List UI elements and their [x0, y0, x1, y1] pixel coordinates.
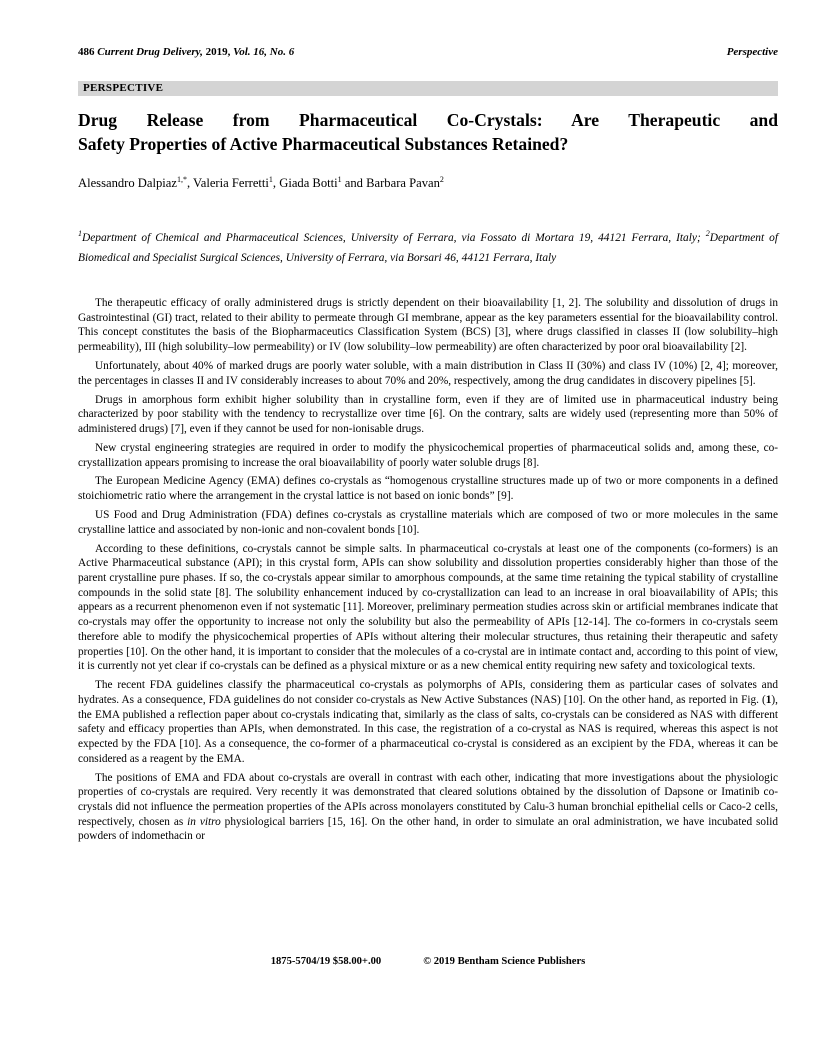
running-head-right — [727, 46, 778, 58]
paragraph: US Food and Drug Administration (FDA) defines co-crystals as crystalline materials which are composed of two or more molecules in the same crystalline lattice and associated by non-ionic and non-covalent bonds [10]. — [78, 509, 778, 536]
page-number: 486 — [78, 46, 95, 58]
body-paragraphs — [78, 296, 778, 848]
page-footer — [78, 956, 778, 967]
affiliations: $^1$Department of Chemical and Pharmaceutical Sciences, University of Ferrara, via Fossato di Mortara 19, 44121 Ferrara, Italy; $^2$Department of Biomedical and Specialist Surgical Sciences, University of Ferrara, via Borsari 46, 44121 Ferrara, Italy — [78, 229, 779, 264]
journal-name: Current Drug Delivery, — [97, 46, 203, 58]
footer-copyright: © 2019 Bentham Science Publishers — [423, 956, 586, 967]
journal-year: 2019, — [205, 46, 231, 58]
paragraph: The therapeutic efficacy of orally administered drugs is strictly dependent on their bioavailability [1, 2]. The solubility and dissolution of drugs in Gastrointestinal (GI) tract, related to their ability to permeate through GI membrane, appear as the key parameters essential for the bioavailability control. This concept constitutes the basis of the Biopharmaceutics Classification System (BCS) [3], where drugs classified in classes II (low solubility–high permeability), III (high solubility–low permeability) or IV (low solubility–low permeability) are often characterized by poor oral bioavailability [2]. — [78, 297, 778, 354]
banner-label: PERSPECTIVE — [83, 82, 164, 94]
running-head-left — [78, 46, 294, 58]
article-title — [78, 108, 778, 156]
paragraph: New crystal engineering strategies are required in order to modify the physicochemical properties of pharmaceutical solids and, among these, co-crystallization appears promising to increase the oral bioavailability of poorly water soluble drugs [8]. — [78, 441, 778, 469]
paragraph: The recent FDA guidelines classify the pharmaceutical co-crystals as polymorphs of APIs, considering them as particular cases of solvates and hydrates. As a consequence, FDA guidelines do not consider co-crystals as New Active Substances (NAS) [10]. On the other hand, as reported in Fig. (1), the EMA published a reflection paper about co-crystals indicating that, similarly as the class of salts, co-crystals can be considered as NAS with different safety and efficacy properties than APIs, when demonstrated. In this case, the registration of a co-crystal as NAS is required, whereas this aspect is not expected by the FDA [10]. As a consequence, the co-former of a pharmaceutical co-crystal is considered as an excipient by the FDA, whereas it can be considered as a reagent by the EMA. — [78, 679, 778, 765]
section-label: Perspective — [726, 46, 778, 58]
journal-volume: Vol. 16, No. 6 — [233, 46, 295, 58]
paragraph: According to these definitions, co-crystals cannot be simple salts. In pharmaceutical co-crystals at least one of the components (co-formers) is an Active Pharmaceutical substance (API); in this crystal form, APIs can show solubility and dissolution properties considerably higher than those of the parent crystalline pure phases. If so, the co-crystals appear similar to amorphous compounds, at the same time retaining the typical stability of crystalline compounds in the solid state [8]. The solubility enhancement induced by co-crystallization can lead to an increase in oral bioavailability of APIs; this appears as a recurrent phenomenon even if not systematic [11]. Moreover, preliminary permeation studies across skin or artificial membranes indicate that co-crystals may offer the opportunity to increase not only the solubility but also the permeability of APIs [12-14]. The co-formers in co-crystals seem therefore able to modify the physicochemical properties of APIs without altering their molecular structures, thus retaining their therapeutic and safety properties [10]. On the other hand, it is important to consider that the molecules of a co-crystal are in intimate contact and, according to this point of view, it is currently not yet clear if co-crystals can be defined as a physical mixture or as a new chemical entity requiring new safety and toxicological texts. — [78, 542, 778, 673]
paragraph: Drugs in amorphous form exhibit higher solubility than in crystalline form, even if they are of limited use in pharmaceutical industry being characterized by poor stability with the tendency to recrystallize over time [6]. On the contrary, salts are widely used (representing more than 50% of administered drugs) [7], even if they cannot be used for non-ionisable drugs. — [78, 393, 778, 435]
perspective-banner — [78, 81, 778, 96]
paragraph: The European Medicine Agency (EMA) defines co-crystals as “homogenous crystalline structures made up of two or more components in a defined stoichiometric ratio where the arrangement in the crystal lattice is not based on ionic bonds” [9]. — [78, 475, 778, 503]
article-title-line-1: Drug Release from Pharmaceutical Co-Crystals: Are Therapeutic and — [78, 110, 778, 130]
running-head — [78, 46, 778, 58]
paragraph: Unfortunately, about 40% of marked drugs are poorly water soluble, with a main distribution in Class II (30%) and class IV (10%) [2, 4]; moreover, the percentages in classes II and IV considerably increases to about 70% and 20%, respectively, among the drug candidates in discovery pipelines [5]. — [78, 360, 778, 387]
paragraph: The positions of EMA and FDA about co-crystals are overall in contrast with each other, indicating that more investigations about the physiologic properties of co-crystals are required. Very recently it was demonstrated that cleared solutions obtained by the dissolution of Dapsone or Imatinib co-crystals did not influence the permeation properties of the APIs across monolayers constituted by Calu-3 human bronchial epithelial cells or Caco-2 cells, respectively, chosen as in vitro physiological barriers [15, 16]. On the other hand, in order to simulate an oral administration, we have incubated solid powders of indomethacin or — [78, 771, 778, 843]
article-title-line-2: Safety Properties of Active Pharmaceutical Substances Retained? — [78, 134, 569, 154]
footer-issn-price: 1875-5704/19 $58.00+.00 — [270, 956, 382, 967]
authors-line: Alessandro Dalpiaz$^{1,*}$, Valeria Ferretti$^1$, Giada Botti$^1$ and Barbara Pavan$^2$ — [78, 174, 444, 190]
